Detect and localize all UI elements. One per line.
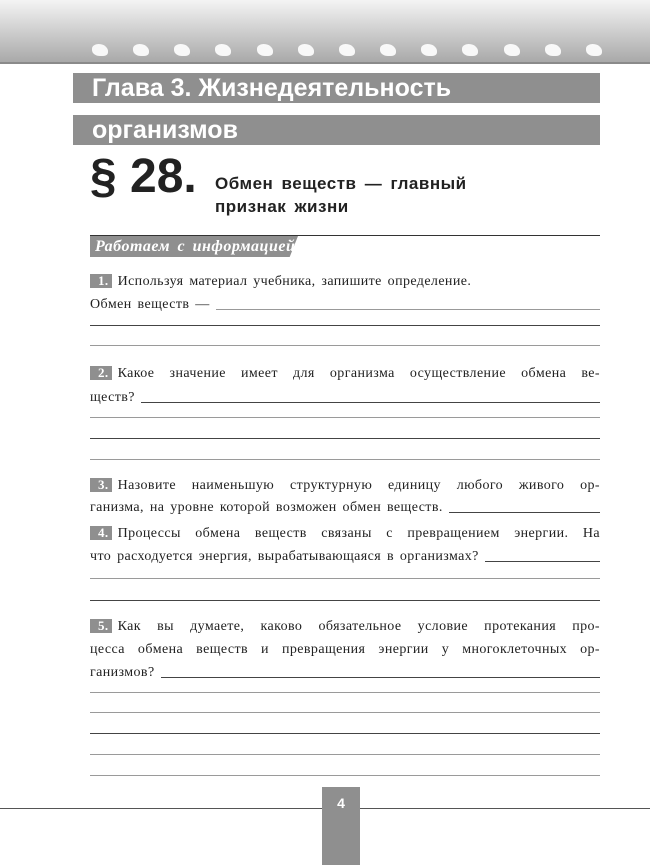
section-heading: Работаем с информацией [95,238,296,255]
question-4-answer-line[interactable] [90,548,600,565]
bird-icon [257,44,273,56]
question-text: Как вы думаете, каково обязательное условие протекания про- [117,619,600,634]
paragraph-title-line: признак жизни [215,197,349,216]
question-text: Процессы обмена веществ связаны с превращением энергии. На [117,526,600,541]
answer-line[interactable] [161,677,600,678]
answer-line[interactable] [90,578,600,579]
question-5 [90,618,600,635]
question-1-answer-line[interactable] [90,296,600,313]
dolphin-icon [298,44,314,56]
paragraph-number: § 28. [90,150,197,203]
answer-line[interactable] [90,712,600,713]
chapter-title-text: Глава 3. Жизнедеятельность [92,74,452,102]
answer-line[interactable] [216,309,600,310]
page-number: 4 [337,795,345,811]
chapter-title-line2 [73,115,600,145]
scorpion-icon [174,44,190,56]
question-5-line2 [90,641,600,658]
answer-line[interactable] [90,775,600,776]
header-divider [0,62,650,64]
paragraph-title-line: Обмен веществ — главный [215,174,467,193]
seahorse-icon [380,44,396,56]
question-text: что расходуется энергия, вырабатывающаяся в организмах? [90,549,479,564]
antelope-icon [545,44,561,56]
question-4 [90,525,600,542]
answer-line[interactable] [90,417,600,418]
answer-line[interactable] [449,512,600,513]
plant-icon [421,44,437,56]
question-number: 5. [90,619,112,633]
answer-line[interactable] [141,402,600,403]
answer-line[interactable] [90,600,600,601]
answer-line[interactable] [485,561,600,562]
cat-icon [504,44,520,56]
answer-line[interactable] [90,438,600,439]
question-2-answer-line[interactable] [90,389,600,406]
question-text: Назовите наименьшую структурную единицу любого живого ор- [117,478,600,493]
question-text: Обмен веществ — [90,297,210,312]
question-text: Используя материал учебника, запишите определение. [117,274,472,289]
question-3-answer-line[interactable] [90,499,600,516]
question-1 [90,273,600,290]
chapter-title-line1 [73,73,600,103]
question-number: 4. [90,526,112,540]
question-number: 1. [90,274,112,288]
bison-icon [92,44,108,56]
animal-silhouettes [92,44,602,56]
question-5-answer-line[interactable] [90,664,600,681]
answer-line[interactable] [90,325,600,326]
answer-line[interactable] [90,345,600,346]
answer-line[interactable] [90,459,600,460]
answer-line[interactable] [90,733,600,734]
question-number: 2. [90,366,112,380]
answer-line[interactable] [90,692,600,693]
chapter-title-text: организмов [92,116,238,144]
horse-icon [215,44,231,56]
bull-icon [462,44,478,56]
paragraph-title [215,172,467,218]
question-3 [90,477,600,494]
butterfly-icon [586,44,602,56]
question-text: ществ? [90,390,135,405]
question-text: Какое значение имеет для организма осуществление обмена ве- [117,366,600,381]
deer-icon [339,44,355,56]
question-number: 3. [90,478,112,492]
question-text: ганизмов? [90,665,155,680]
butterfly-icon [133,44,149,56]
question-text: цесса обмена веществ и превращения энергии у многоклеточных ор- [90,642,600,657]
answer-line[interactable] [90,754,600,755]
question-2 [90,365,600,382]
question-text: ганизма, на уровне которой возможен обмен веществ. [90,500,443,515]
